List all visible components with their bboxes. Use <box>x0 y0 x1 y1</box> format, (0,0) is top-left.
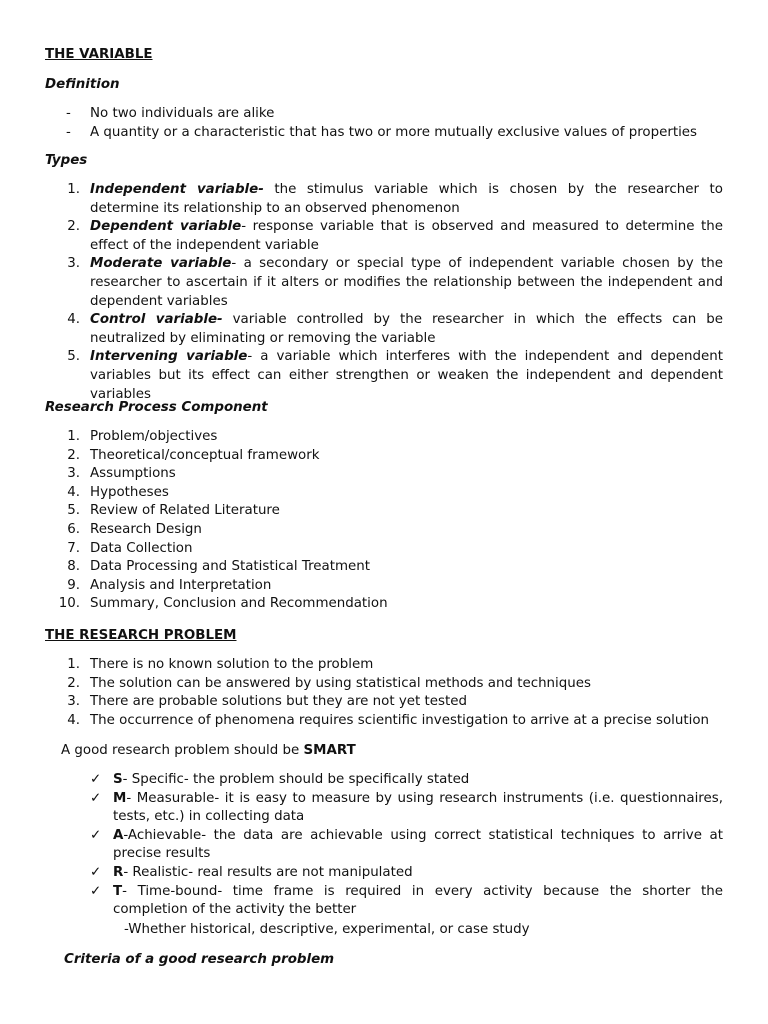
list-item: 3. Moderate variable- a secondary or special type of independent variable chosen by the researcher to ascertain if it alters or modifies the relationship between the independent and dependent variables <box>67 256 723 309</box>
list-item: 1. Problem/objectives <box>67 429 218 444</box>
list-item: 4. Hypotheses <box>67 484 169 500</box>
list-item: - A quantity or a characteristic that has two or more mutually exclusive values of properties <box>66 124 698 140</box>
list-item: ✓ R- Realistic- real results are not manipulated <box>90 864 723 883</box>
check-icon: ✓ <box>90 790 102 806</box>
section-title-research-problem: THE RESEARCH PROBLEM <box>45 628 237 643</box>
list-item: 5. Review of Related Literature <box>67 503 280 519</box>
list-item: 2. Dependent variable- response variable that is observed and measured to determine the effect of the independent variable <box>67 219 723 253</box>
definition-label: Definition <box>45 77 120 92</box>
list-item: 4. Control variable- variable controlled by the researcher in which the effects can be neutralized by eliminating or removing the variable <box>67 312 723 346</box>
types-list <box>45 181 723 404</box>
definition-list <box>45 105 723 142</box>
criteria-label: Criteria of a good research problem <box>64 952 335 967</box>
list-item: ✓ T- Time-bound- time frame is required in every activity because the shorter the completion of the activity the better <box>90 883 723 918</box>
list-item: 6. Research Design <box>67 521 202 537</box>
list-item: 4. The occurrence of phenomena requires scientific investigation to arrive at a precise solution <box>67 712 710 728</box>
list-item: 9. Analysis and Interpretation <box>67 577 272 593</box>
list-item: ✓ M- Measurable- it is easy to measure by using research instruments (i.e. questionnaires, tests, etc.) in collecting data <box>90 790 723 825</box>
list-item: 1. Independent variable- the stimulus variable which is chosen by the researcher to determine its relationship to an observed phenomenon <box>67 182 723 216</box>
smart-checklist <box>90 771 723 920</box>
list-item: 3. There are probable solutions but they are not yet tested <box>67 694 467 710</box>
research-process-label: Research Process Component <box>45 400 268 415</box>
check-icon: ✓ <box>90 827 102 843</box>
list-item: 8. Data Processing and Statistical Treatment <box>67 559 370 575</box>
list-item: 7. Data Collection <box>67 540 193 556</box>
list-item: 3. Assumptions <box>67 466 176 482</box>
research-problem-list <box>45 656 723 730</box>
list-item: - No two individuals are alike <box>66 106 275 121</box>
research-process-list <box>45 428 723 614</box>
check-icon: ✓ <box>90 883 102 899</box>
list-item: ✓ S- Specific- the problem should be specifically stated <box>90 771 723 790</box>
types-label: Types <box>45 153 88 168</box>
list-item: ✓ A-Achievable- the data are achievable using correct statistical techniques to arrive at precise results <box>90 827 723 862</box>
section-title-variable: THE VARIABLE <box>45 47 153 62</box>
list-item: 10. Summary, Conclusion and Recommendation <box>58 596 388 612</box>
check-icon: ✓ <box>90 864 102 880</box>
list-item: 5. Intervening variable- a variable which interferes with the independent and dependent variables but its effect can either strengthen or weaken the independent and dependent variables <box>67 349 723 402</box>
check-icon: ✓ <box>90 772 102 787</box>
research-type-note: -Whether historical, descriptive, experimental, or case study <box>124 922 530 937</box>
list-item: 1. There is no known solution to the problem <box>67 657 374 672</box>
smart-intro: A good research problem should be SMART <box>61 743 356 758</box>
list-item: 2. Theoretical/conceptual framework <box>67 447 320 463</box>
list-item: 2. The solution can be answered by using statistical methods and techniques <box>67 675 591 691</box>
